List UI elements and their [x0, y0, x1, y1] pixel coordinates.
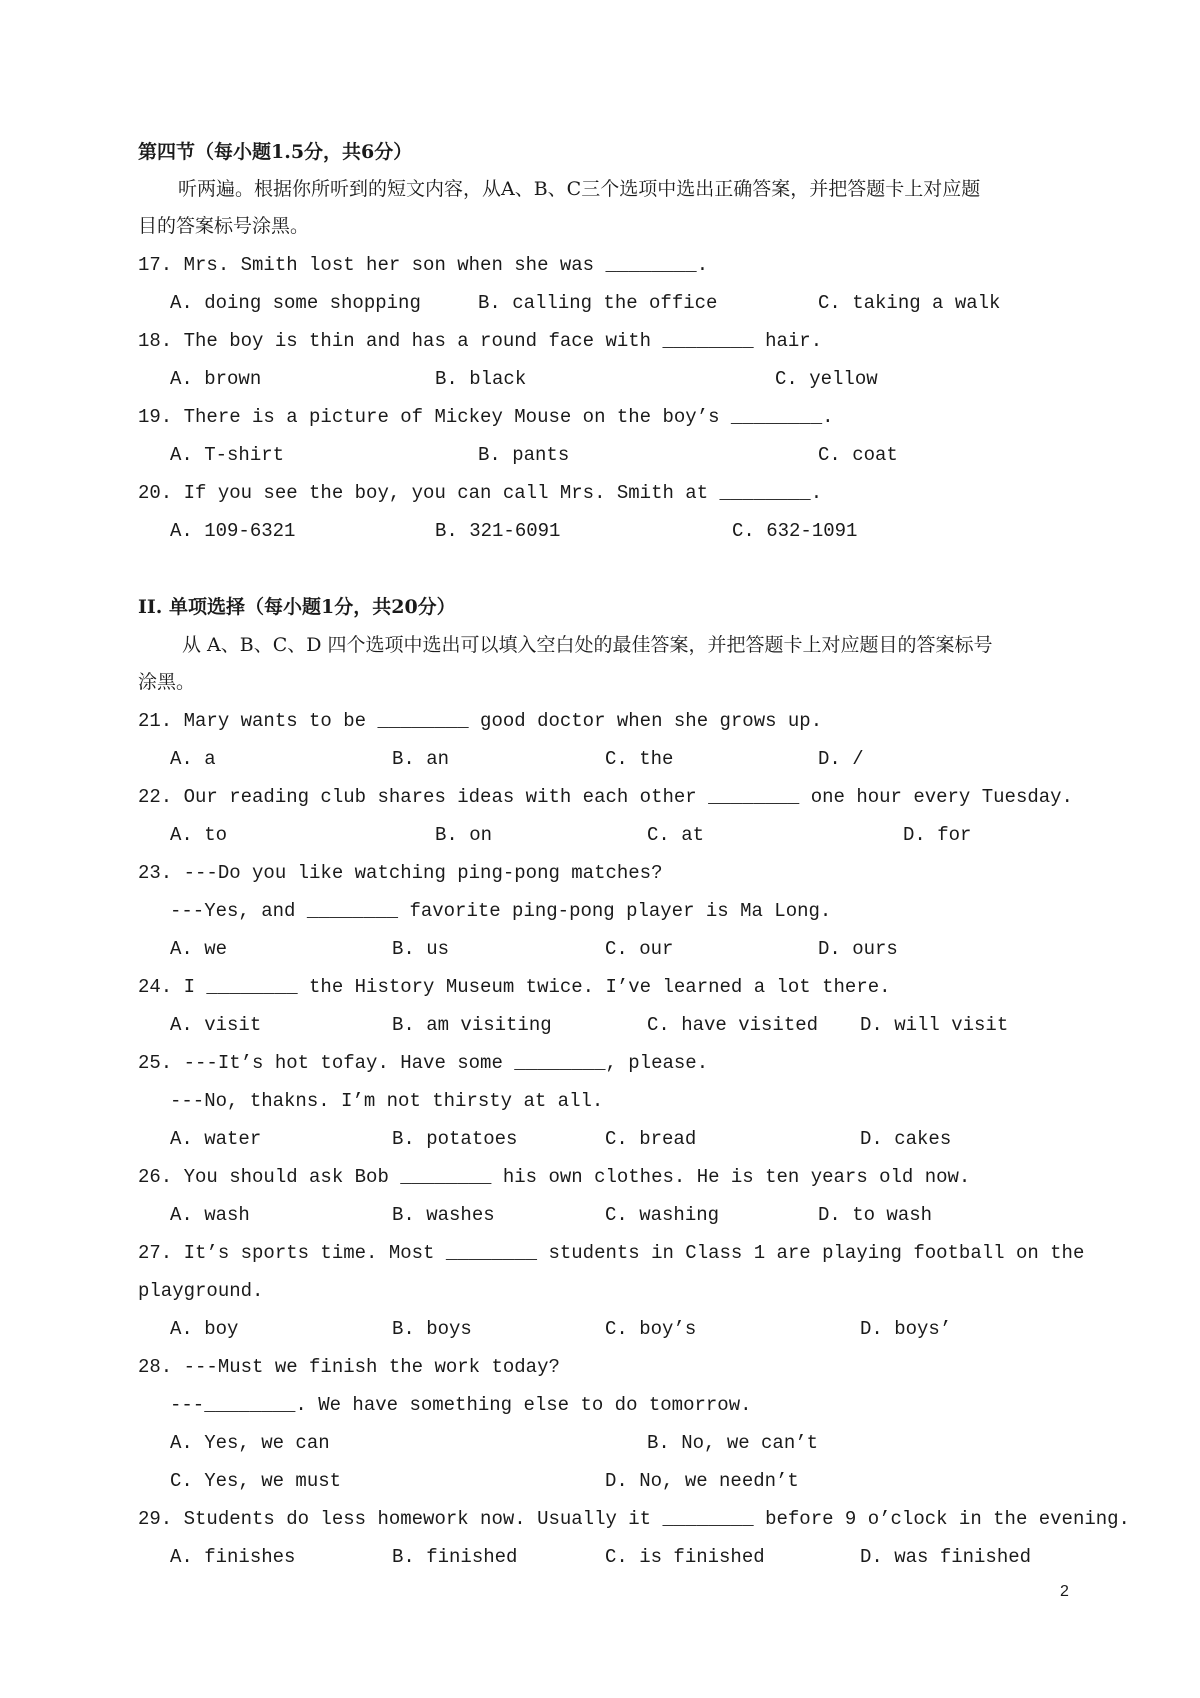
- question-17-option-a: A. doing some shopping: [170, 292, 421, 314]
- question-29-option-d: D. was finished: [860, 1546, 1032, 1568]
- question-24-option-b: B. am visiting: [392, 1014, 552, 1036]
- question-20-option-a: A. 109-6321: [170, 520, 296, 542]
- page-number: 2: [1060, 1583, 1069, 1600]
- question-21-option-d: D. /: [818, 748, 864, 770]
- question-27-stem-line-2: playground.: [138, 1280, 264, 1302]
- question-24-option-a: A. visit: [170, 1014, 262, 1036]
- question-27-option-d: D. boys’: [860, 1318, 952, 1340]
- question-28-option-a: A. Yes, we can: [170, 1432, 330, 1454]
- question-25-stem-line-2: ---No, thakns. I’m not thirsty at all.: [170, 1090, 604, 1112]
- question-25-option-b: B. potatoes: [392, 1128, 518, 1150]
- question-25-option-c: C. bread: [605, 1128, 697, 1150]
- question-18-option-c: C. yellow: [775, 368, 878, 390]
- question-26-option-c: C. washing: [605, 1204, 720, 1226]
- section4-instructions-1: 听两遍。根据你所听到的短文内容，从A、B、C三个选项中选出正确答案，并把答题卡上对应题: [178, 178, 981, 200]
- question-23-stem: 23. ---Do you like watching ping-pong matches?: [138, 862, 663, 884]
- question-21-option-a: A. a: [170, 748, 216, 770]
- question-18-stem: 18. The boy is thin and has a round face with ________ hair.: [138, 330, 823, 352]
- question-28-stem-line-2: ---________. We have something else to do tomorrow.: [170, 1394, 752, 1416]
- question-24-stem: 24. I ________ the History Museum twice. I’ve learned a lot there.: [138, 976, 891, 998]
- question-23-option-a: A. we: [170, 938, 228, 960]
- question-26-option-b: B. washes: [392, 1204, 495, 1226]
- question-27-option-a: A. boy: [170, 1318, 239, 1340]
- question-24-option-c: C. have visited: [647, 1014, 819, 1036]
- question-19-stem: 19. There is a picture of Mickey Mouse on the boy’s ________.: [138, 406, 834, 428]
- question-29-option-b: B. finished: [392, 1546, 518, 1568]
- section4-instructions-2: 目的答案标号涂黑。: [138, 215, 310, 237]
- question-20-option-c: C. 632-1091: [732, 520, 858, 542]
- question-29-stem: 29. Students do less homework now. Usually it ________ before 9 o’clock in the evening.: [138, 1508, 1130, 1530]
- question-22-option-b: B. on: [435, 824, 493, 846]
- question-29-option-c: C. is finished: [605, 1546, 765, 1568]
- question-23-option-b: B. us: [392, 938, 450, 960]
- question-26-option-d: D. to wash: [818, 1204, 933, 1226]
- question-28-option-b: B. No, we can’t: [647, 1432, 819, 1454]
- question-28-option-d: D. No, we needn’t: [605, 1470, 799, 1492]
- question-27-stem: 27. It’s sports time. Most ________ students in Class 1 are playing football on the: [138, 1242, 1085, 1264]
- question-18-option-a: A. brown: [170, 368, 262, 390]
- question-20-option-b: B. 321-6091: [435, 520, 561, 542]
- question-27-option-c: C. boy’s: [605, 1318, 697, 1340]
- question-28-option-c: C. Yes, we must: [170, 1470, 342, 1492]
- question-25-stem: 25. ---It’s hot tofay. Have some ________, please.: [138, 1052, 709, 1074]
- question-23-option-d: D. ours: [818, 938, 898, 960]
- question-23-option-c: C. our: [605, 938, 674, 960]
- question-21-option-c: C. the: [605, 748, 674, 770]
- question-25-option-d: D. cakes: [860, 1128, 952, 1150]
- section2-instructions-2: 涂黑。: [138, 671, 196, 693]
- question-24-option-d: D. will visit: [860, 1014, 1009, 1036]
- question-17-option-c: C. taking a walk: [818, 292, 1001, 314]
- question-19-option-c: C. coat: [818, 444, 898, 466]
- question-26-stem: 26. You should ask Bob ________ his own clothes. He is ten years old now.: [138, 1166, 971, 1188]
- question-17-option-b: B. calling the office: [478, 292, 718, 314]
- question-17-stem: 17. Mrs. Smith lost her son when she was ________.: [138, 254, 709, 276]
- question-22-option-c: C. at: [647, 824, 705, 846]
- question-27-option-b: B. boys: [392, 1318, 472, 1340]
- question-22-stem: 22. Our reading club shares ideas with each other ________ one hour every Tuesday.: [138, 786, 1073, 808]
- question-22-option-a: A. to: [170, 824, 228, 846]
- question-21-option-b: B. an: [392, 748, 450, 770]
- question-28-stem: 28. ---Must we finish the work today?: [138, 1356, 560, 1378]
- question-23-stem-line-2: ---Yes, and ________ favorite ping-pong player is Ma Long.: [170, 900, 832, 922]
- question-21-stem: 21. Mary wants to be ________ good doctor when she grows up.: [138, 710, 823, 732]
- question-25-option-a: A. water: [170, 1128, 262, 1150]
- section4-heading: 第四节（每小题1.5分，共6分）: [138, 141, 413, 163]
- question-26-option-a: A. wash: [170, 1204, 250, 1226]
- question-29-option-a: A. finishes: [170, 1546, 296, 1568]
- section2-heading: II. 单项选择（每小题1分，共20分）: [138, 596, 456, 618]
- question-19-option-a: A. T-shirt: [170, 444, 285, 466]
- question-19-option-b: B. pants: [478, 444, 570, 466]
- question-20-stem: 20. If you see the boy, you can call Mrs. Smith at ________.: [138, 482, 823, 504]
- question-22-option-d: D. for: [903, 824, 972, 846]
- section2-instructions-1: 从 A、B、C、D 四个选项中选出可以填入空白处的最佳答案，并把答题卡上对应题目的答案标号: [182, 634, 993, 656]
- question-18-option-b: B. black: [435, 368, 527, 390]
